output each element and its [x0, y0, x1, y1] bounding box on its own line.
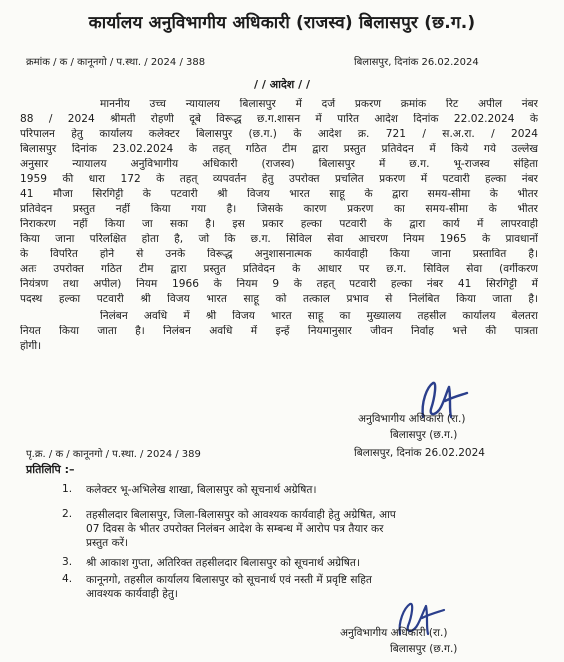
- paragraph1-line: 1959 की धारा 172 के तहत् व्यपवर्तन हेतु उपरोक्त प्रचलित प्रकरण में पटवारी हल्का नंबर: [20, 173, 538, 185]
- endorsement-date: बिलासपुर, दिनांक 26.02.2024: [354, 447, 485, 459]
- paragraph2-line: होगी।: [20, 340, 42, 352]
- paragraph2-line: निलंबन अवधि में श्री विजय भारत साहू का मुख्यालय तहसील कार्यालय बेलतरा: [100, 310, 538, 322]
- copy-item-number: 1.: [62, 483, 73, 495]
- copy-item-text: प्रस्तुत करें।: [86, 537, 129, 549]
- paragraph2-line: नियत किया जाता है। निलंबन अवधि में इन्हें नियमानुसार जीवन निर्वाह भत्ते की पात्रता: [20, 325, 538, 337]
- copy-item-text: तहसीलदार बिलासपुर, जिला-बिलासपुर को आवश्यक कार्यवाही हेतु अग्रेषित, आप: [86, 509, 396, 521]
- paragraph1-line: 88 / 2024 श्रीमती रोहणी दूबे विरूद्ध छ.ग.शासन में पारित आदेश दिनांक 22.02.2024 के: [20, 113, 538, 125]
- copy-item-text: कानूनगो, तहसील कार्यालय बिलासपुर को सूचनार्थ एवं नस्ती में प्रवृष्टि सहित: [86, 574, 372, 586]
- reference-date: बिलासपुर, दिनांक 26.02.2024: [354, 57, 479, 68]
- paragraph1-line: निराकरण नहीं किया जा सका है। इस प्रकार हल्का पटवारी के द्वारा कार्य में लापरवाही: [20, 218, 538, 230]
- copy-item-text: कलेक्टर भू-अभिलेख शाखा, बिलासपुर को सूचनार्थ अग्रेषित।: [86, 484, 317, 496]
- signature2-place: बिलासपुर (छ.ग.): [390, 643, 458, 655]
- paragraph1-line: पदस्थ हल्का पटवारी श्री विजय भारत साहू को तत्काल प्रभाव से निलंबित किया जाता है।: [20, 293, 538, 305]
- copy-item-text: 07 दिवस के भीतर उपरोक्त निलंबन आदेश के सम्बन्ध में आरोप पत्र तैयार कर: [86, 523, 384, 535]
- office-title: कार्यालय अनुविभागीय अधिकारी (राजस्व) बिलासपुर (छ.ग.): [88, 13, 476, 33]
- signature2-designation: अनुविभागीय अधिकारी (रा.): [340, 627, 448, 639]
- signature1-place: बिलासपुर (छ.ग.): [390, 429, 458, 441]
- copy-item-number: 4.: [62, 573, 73, 585]
- reference-number: क्रमांक / क / कानूनगो / प.स्था. / 2024 / 388: [26, 57, 206, 68]
- paragraph1-line: नियंत्रण तथा अपील) नियम 1966 के नियम 9 के तहत् पटवारी हल्का नंबर 41 सिरगिट्टी में: [20, 278, 538, 290]
- order-heading: / / आदेश / /: [254, 78, 310, 91]
- copy-item-text: आवश्यक कार्यवाही हेतु।: [86, 588, 178, 600]
- paragraph1-line: परिपालन हेतु कार्यालय कलेक्टर बिलासपुर (छ.ग.) के आदेश क्र. 721 / स.अ.रा. / 2024: [20, 128, 538, 140]
- paragraph1-line: के विपरित होने से उनके विरूद्ध अनुशासनात्मक कार्यवाही किया जाना प्रस्तावित है।: [20, 248, 538, 260]
- paragraph1-line: अनुसार न्यायालय अनुविभागीय अधिकारी (राजस्व) बिलासपुर में छ.ग. भू-राजस्व संहिता: [20, 158, 538, 170]
- paragraph1-line: माननीय उच्च न्यायालय बिलासपुर में दर्ज प्रकरण क्रमांक रिट अपील नंबर: [100, 98, 538, 110]
- paragraph1-line: किया जाना परिलक्षित होता है, जो कि छ.ग. सिविल सेवा आचरण नियम 1965 के प्रावधानों: [20, 233, 538, 245]
- copy-item-text: श्री आकाश गुप्ता, अतिरिक्त तहसीलदार बिलासपुर को सूचनार्थ अग्रेषित।: [86, 557, 360, 569]
- copy-item-number: 2.: [62, 508, 73, 520]
- paragraph1-line: बिलासपुर दिनांक 23.02.2024 के तहत् गठित टीम द्वारा प्रस्तुत प्रतिवेदन में किये गये उल्लेख: [20, 143, 538, 155]
- endorsement-number: पृ.क्र. / क / कानूनगो / प.स्था. / 2024 / 389: [26, 449, 201, 460]
- copy-item-number: 3.: [62, 556, 73, 568]
- signature1-designation: अनुविभागीय अधिकारी (रा.): [358, 413, 466, 425]
- paragraph1-line: अतः उपरोक्त गठित टीम द्वारा प्रस्तुत प्रतिवेदन के आधार पर छ.ग. सिविल सेवा (वर्गीकरण: [20, 263, 538, 275]
- copy-heading: प्रतिलिपि :–: [26, 463, 75, 476]
- paragraph1-line: प्रतिवेदन प्रस्तुत नहीं किया गया है। जिसके कारण प्रकरण का समय-सीमा के भीतर: [20, 203, 538, 215]
- paragraph1-line: 41 मौजा सिरगिट्टी के पटवारी श्री विजय भारत साहू के द्वारा समय-सीमा के भीतर: [20, 188, 538, 200]
